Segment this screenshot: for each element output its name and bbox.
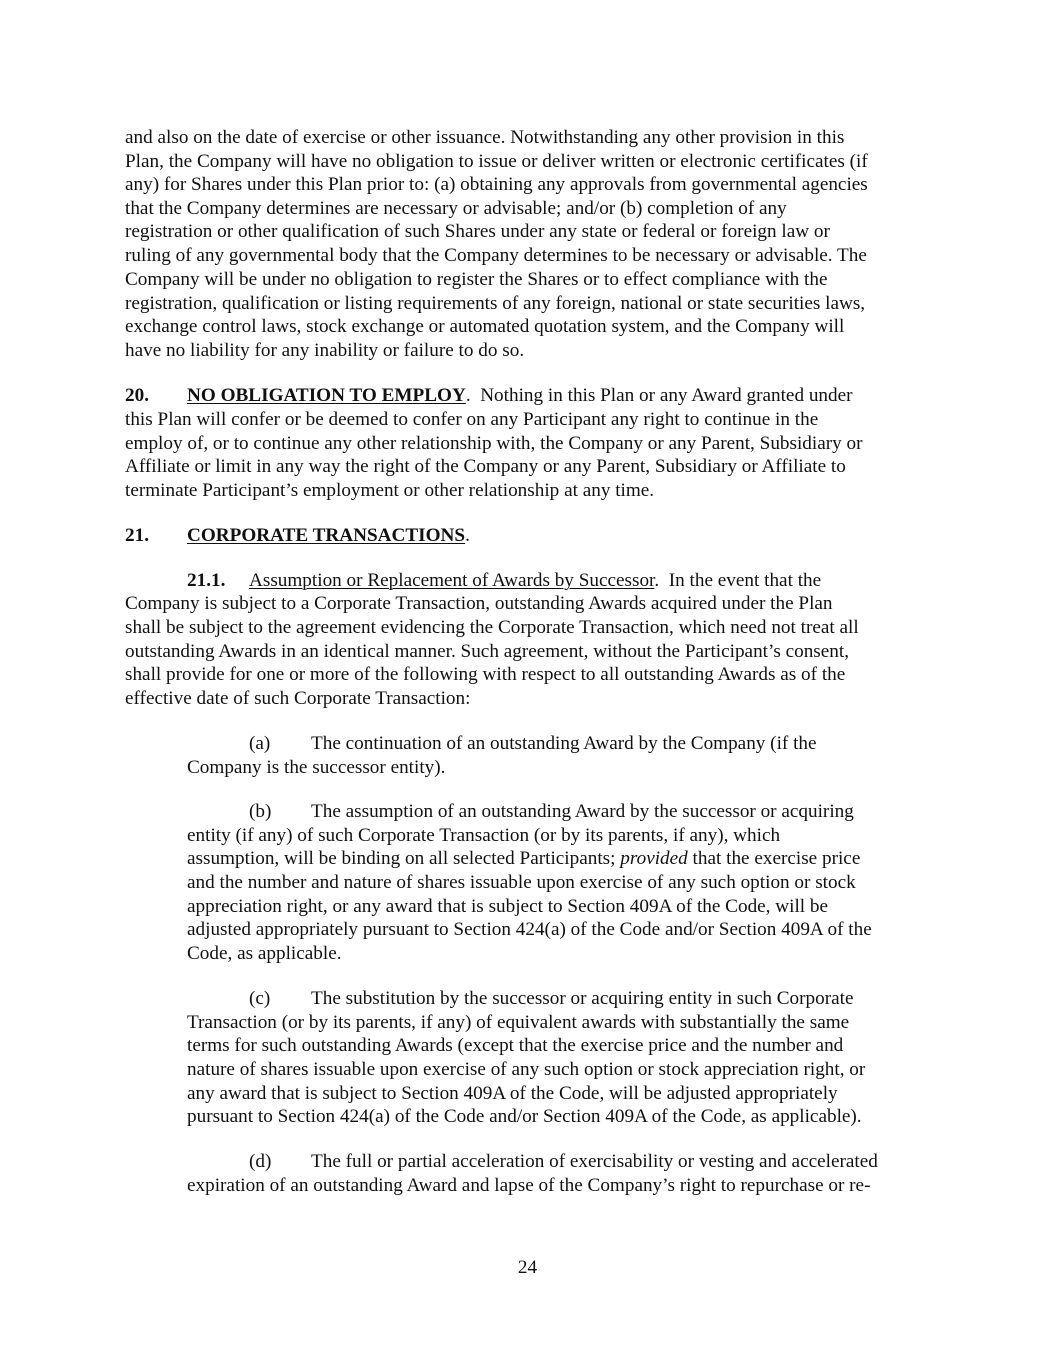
clause-a-first-line: [249, 732, 817, 756]
section-number: 20.: [125, 385, 149, 406]
text-line: terms for such outstanding Awards (except that the exercise price and the number and: [187, 1035, 844, 1056]
text-line: adjusted appropriately pursuant to Section 424(a) of the Code and/or Section 409A of the: [187, 919, 872, 940]
text-line: entity (if any) of such Corporate Transaction (or by its parents, if any), which: [187, 825, 781, 846]
text-line: Transaction (or by its parents, if any) of equivalent awards with substantially the same: [187, 1012, 850, 1033]
text-line: registration or other qualification of such Shares under any state or federal or foreign law or: [125, 221, 830, 242]
text-run: The substitution by the successor or acquiring entity in such Corporate: [311, 988, 854, 1009]
text-line: employ of, or to continue any other relationship with, the Company or any Parent, Subsidiary or: [125, 433, 863, 454]
text-line: exchange control laws, stock exchange or automated quotation system, and the Company will: [125, 316, 845, 337]
subsection-heading: Assumption or Replacement of Awards by Successor: [249, 570, 655, 591]
text-run: In the event that the: [659, 570, 822, 591]
text-run: The full or partial acceleration of exercisability or vesting and accelerated: [311, 1151, 878, 1172]
heading-period: .: [465, 385, 471, 406]
text-run: that the exercise price: [687, 848, 861, 869]
clause-label: (d): [249, 1151, 272, 1172]
clause-b-first-line: [249, 800, 854, 824]
text-line: and also on the date of exercise or other issuance. Notwithstanding any other provision in this: [125, 127, 845, 148]
text-run: The continuation of an outstanding Award by the Company (if the: [311, 733, 817, 754]
clause-label: (a): [249, 733, 271, 754]
text-line: Company will be under no obligation to register the Shares or to effect compliance with the: [125, 269, 828, 290]
text-run: assumption, will be binding on all selected Participants;: [187, 848, 621, 869]
italic-term: provided: [620, 848, 688, 869]
clause-c-first-line: [249, 987, 853, 1011]
text-line: effective date of such Corporate Transaction:: [125, 688, 471, 709]
section-20-first-line: [125, 384, 853, 408]
text-line: expiration of an outstanding Award and lapse of the Company’s right to repurchase or re-: [187, 1175, 871, 1196]
subsection-number: 21.1.: [187, 570, 226, 591]
text-run: Nothing in this Plan or any Award granted under: [470, 385, 853, 406]
text-line: nature of shares issuable upon exercise of any such option or stock appreciation right, or: [187, 1059, 866, 1080]
text-run: The assumption of an outstanding Award by the successor or acquiring: [311, 801, 854, 822]
text-line: Code, as applicable.: [187, 943, 342, 964]
text-line: Plan, the Company will have no obligation to issue or deliver written or electronic certificates (if: [125, 151, 868, 172]
text-line: appreciation right, or any award that is subject to Section 409A of the Code, will be: [187, 896, 829, 917]
page-number: 24: [517, 1257, 538, 1278]
clause-d-first-line: [249, 1150, 878, 1174]
clause-label: (b): [249, 801, 272, 822]
heading-period: .: [654, 570, 660, 591]
text-line: any award that is subject to Section 409A of the Code, will be adjusted appropriately: [187, 1083, 838, 1104]
text-line: pursuant to Section 424(a) of the Code and/or Section 409A of the Code, as applicable).: [187, 1106, 862, 1127]
text-line: that the Company determines are necessary or advisable; and/or (b) completion of any: [125, 198, 787, 219]
text-line: Company is the successor entity).: [187, 757, 446, 778]
text-line: this Plan will confer or be deemed to confer on any Participant any right to continue in the: [125, 409, 819, 430]
section-21-1-first-line: [187, 569, 821, 593]
section-21-heading-line: [125, 524, 470, 548]
text-line: registration, qualification or listing requirements of any foreign, national or state securities laws,: [125, 293, 866, 314]
text-line: and the number and nature of shares issuable upon exercise of any such option or stock: [187, 872, 856, 893]
clause-label: (c): [249, 988, 271, 1009]
section-heading: CORPORATE TRANSACTIONS: [187, 525, 466, 546]
section-heading: NO OBLIGATION TO EMPLOY: [187, 385, 466, 406]
heading-period: .: [465, 525, 470, 546]
text-line: outstanding Awards in an identical manner. Such agreement, without the Participant’s consent,: [125, 641, 849, 662]
text-line: Affiliate or limit in any way the right of the Company or any Parent, Subsidiary or Affiliate to: [125, 456, 846, 477]
text-line: any) for Shares under this Plan prior to: (a) obtaining any approvals from governmental agencies: [125, 174, 868, 195]
text-line: terminate Participant’s employment or other relationship at any time.: [125, 480, 655, 501]
text-line: [187, 847, 860, 871]
text-line: have no liability for any inability or failure to do so.: [125, 340, 525, 361]
section-number: 21.: [125, 525, 149, 546]
text-line: shall be subject to the agreement evidencing the Corporate Transaction, which need not treat all: [125, 617, 859, 638]
text-line: ruling of any governmental body that the Company determines to be necessary or advisable. The: [125, 245, 867, 266]
text-line: shall provide for one or more of the following with respect to all outstanding Awards as of the: [125, 664, 846, 685]
text-line: Company is subject to a Corporate Transaction, outstanding Awards acquired under the Plan: [125, 593, 833, 614]
